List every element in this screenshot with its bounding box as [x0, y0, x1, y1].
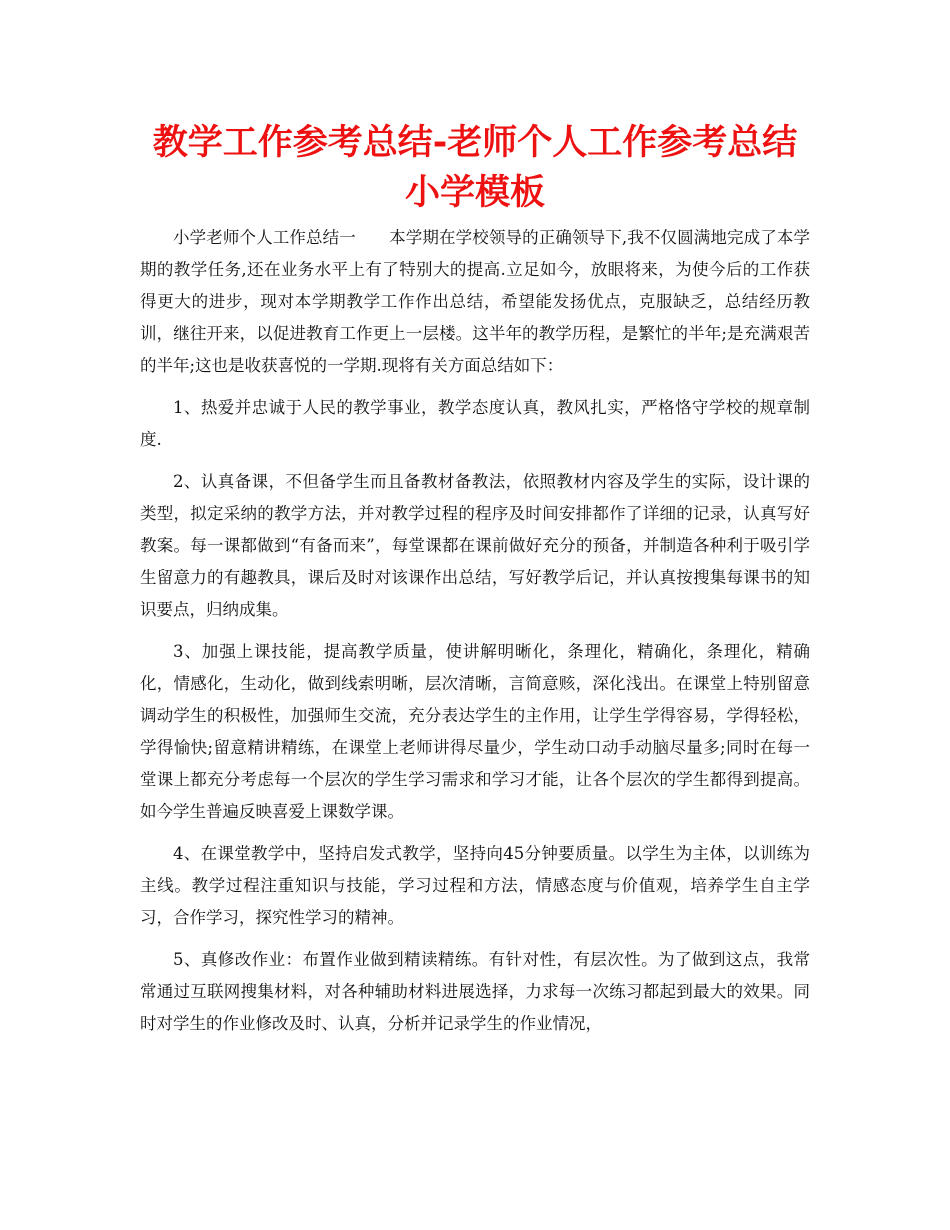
paragraph-point-1: 1、热爱并忠诚于人民的教学事业，教学态度认真，教风扎实，严格恪守学校的规章制度. [140, 398, 810, 449]
paragraph-point-4: 4、在课堂教学中，坚持启发式教学，坚持向45分钟要质量。以学生为主体，以训练为主线。教学过程注重知识与技能，学习过程和方法，情感态度与价值观，培养学生自主学习，合作学习，探究性学习的精神。 [140, 844, 810, 927]
paragraph-point-5: 5、真修改作业：布置作业做到精读精练。有针对性，有层次性。为了做到这点，我常常通过互联网搜集材料，对各种辅助材料进展选择，力求每一次练习都起到最大的效果。同时对学生的作业修改及时、认真，分析并记录学生的作业情况， [140, 950, 810, 1033]
paragraph-point-3: 3、加强上课技能，提高教学质量，使讲解明晰化，条理化，精确化，条理化，精确化，情感化，生动化，做到线索明晰，层次清晰，言简意赅，深化浅出。在课堂上特别留意调动学生的积极性，加强师生交流，充分表达学生的主作用，让学生学得容易，学得轻松，学得愉快;留意精讲精练，在课堂上老师讲得尽量少，学生动口动手动脑尽量多;同时在每一堂课上都充分考虑每一个层次的学生学习需求和学习才能，让各个层次的学生都得到提高。如今学生普遍反映喜爱上课数学课。 [140, 642, 810, 821]
intro-paragraph: 小学老师个人工作总结一 本学期在学校领导的正确领导下,我不仅圆满地完成了本学期的教学任务,还在业务水平上有了特别大的提高.立足如今，放眼将来，为使今后的工作获得更大的进步，现对本学期教学工作作出总结，希望能发扬优点，克服缺乏，总结经历教训，继往开来，以促进教育工作更上一层楼。这半年的教学历程，是繁忙的半年;是充满艰苦的半年;这也是收获喜悦的一学期.现将有关方面总结如下： [140, 228, 810, 375]
paragraph-point-2: 2、认真备课，不但备学生而且备教材备教法，依照教材内容及学生的实际，设计课的类型，拟定采纳的教学方法，并对教学过程的程序及时间安排都作了详细的记录，认真写好教案。每一课都做到“有备而来”，每堂课都在课前做好充分的预备，并制造各种利于吸引学生留意力的有趣教具，课后及时对该课作出总结，写好教学后记，并认真按搜集每课书的知识要点，归纳成集。 [140, 472, 810, 619]
document-body [140, 222, 810, 1040]
document-title: 教学工作参考总结-老师个人工作参考总结小学模板 [152, 123, 798, 213]
